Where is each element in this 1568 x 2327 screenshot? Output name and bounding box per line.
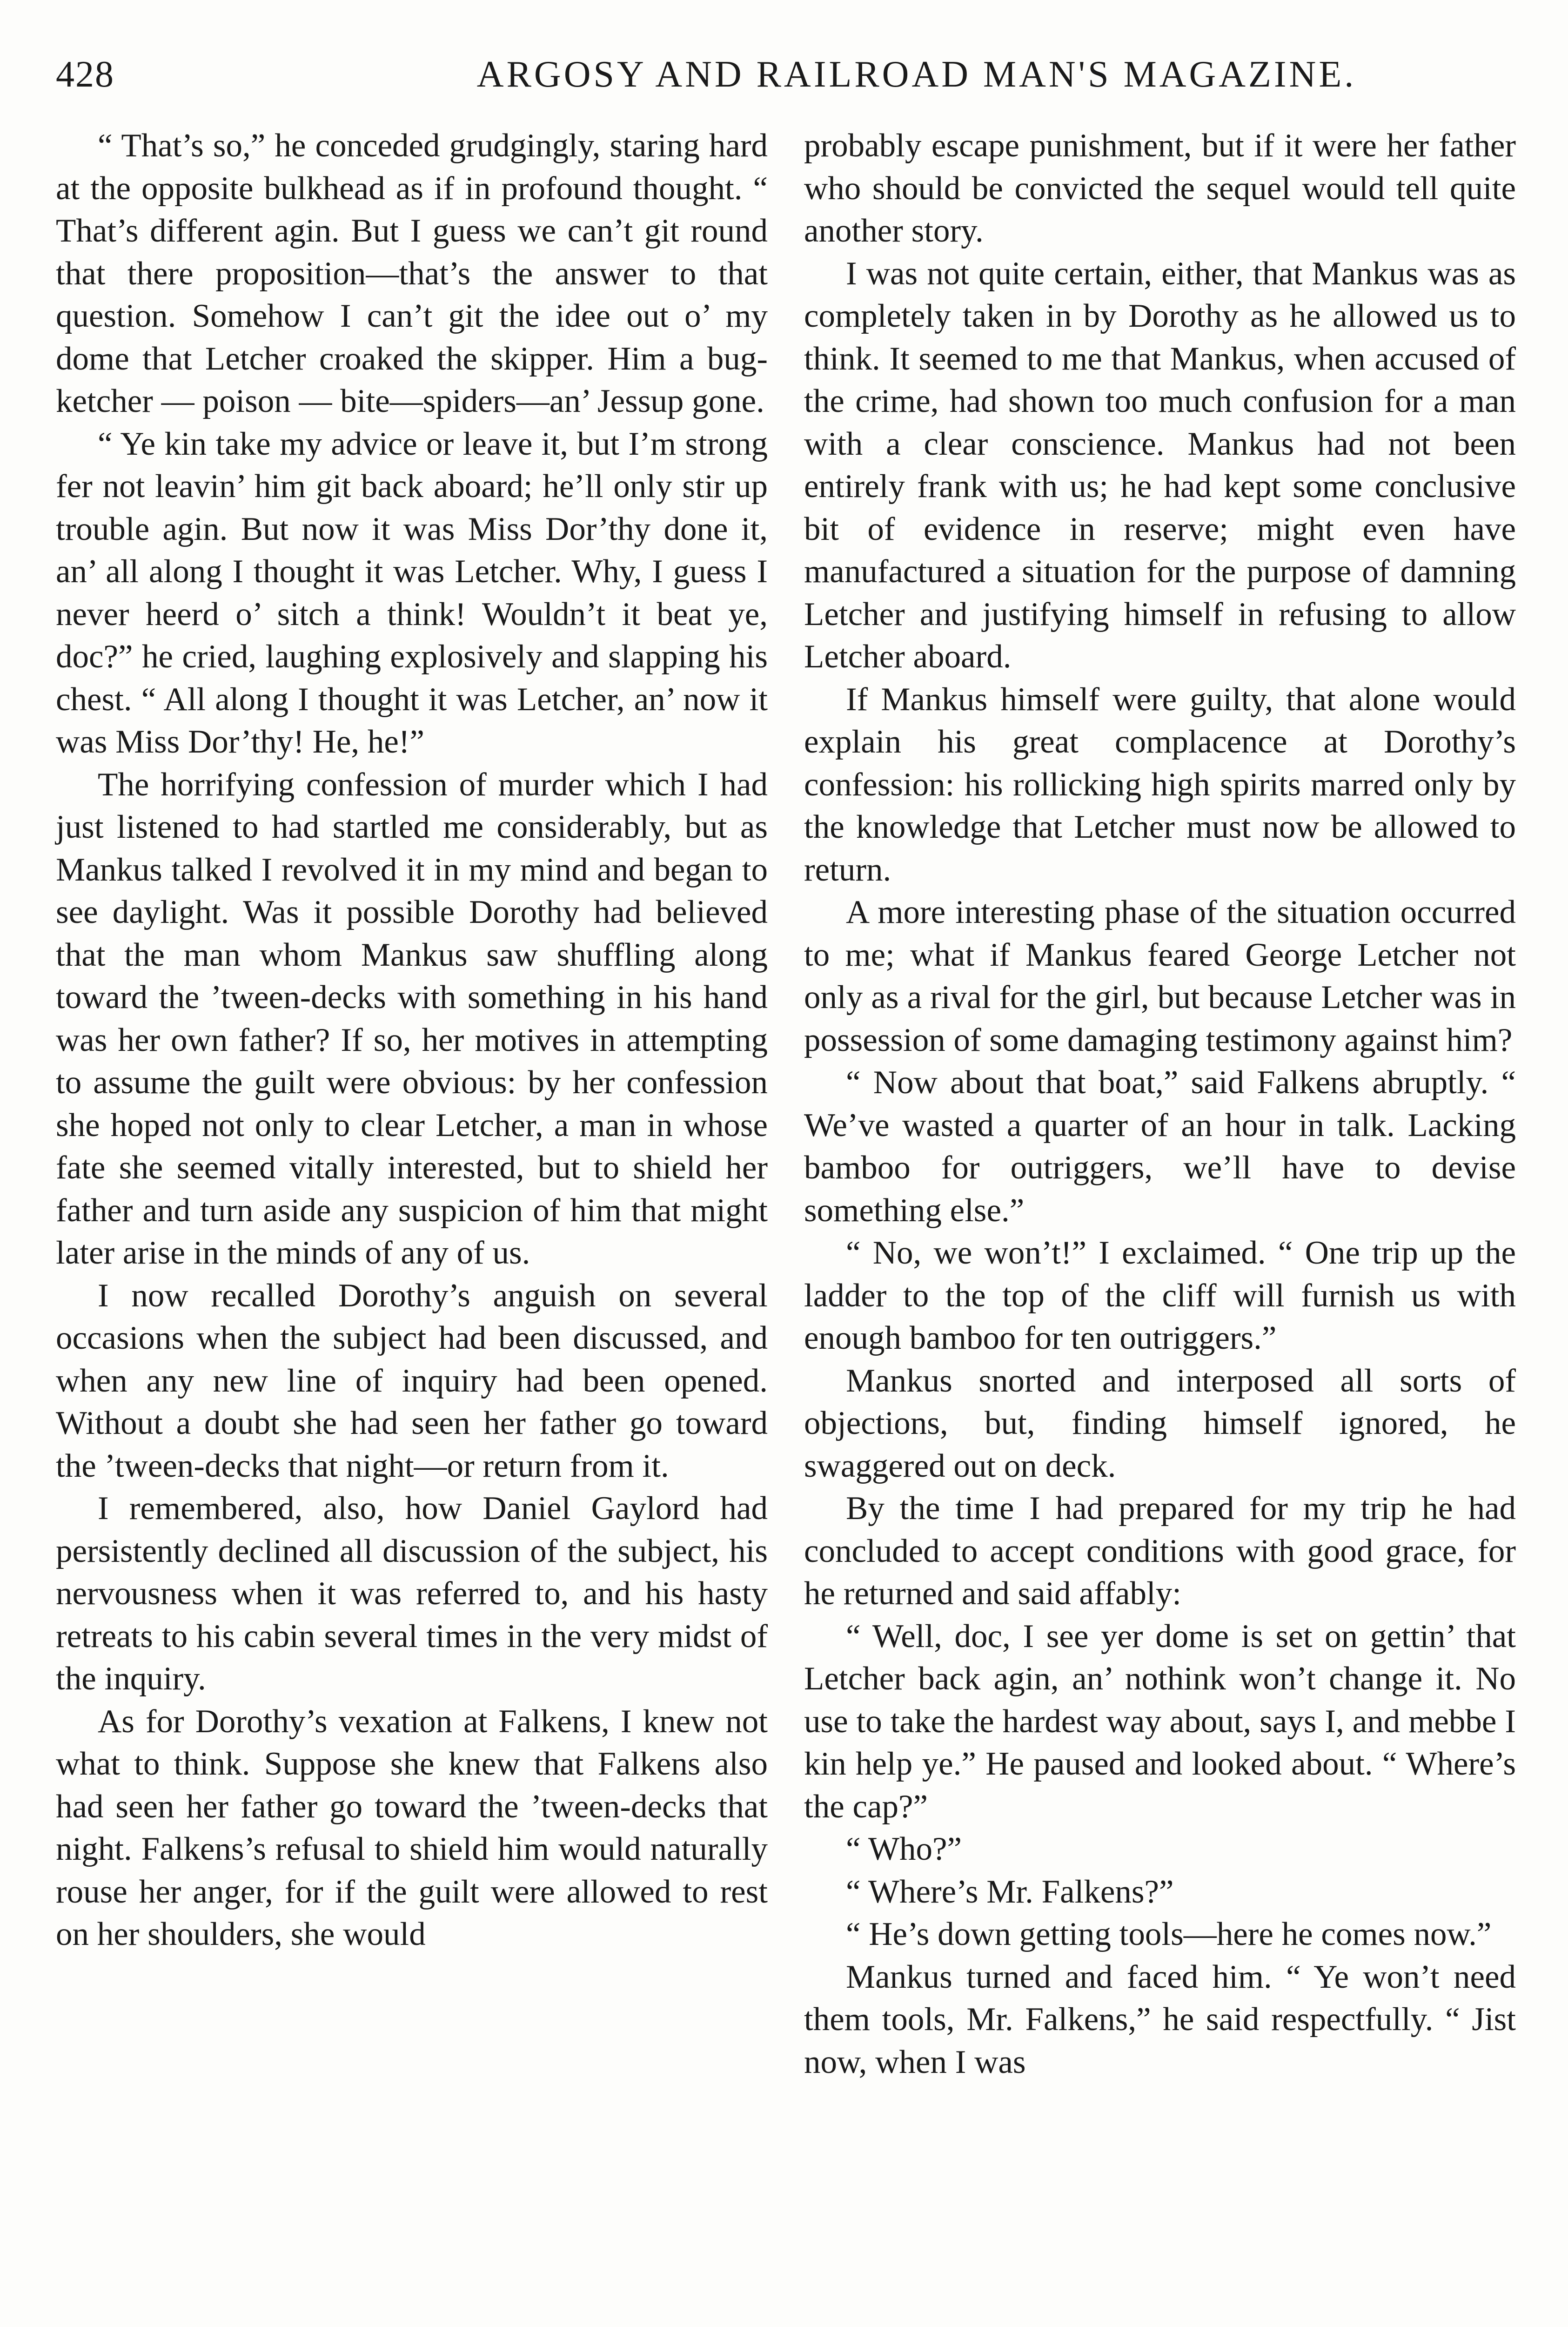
paragraph: The horrifying confession of murder which I had just listened to had startled me considerably, but as Mankus talked I revolved it in my mind and began to see daylight. Was it possible Dorothy had believed that the man whom Mankus saw shuffling along toward the ’tween-decks with something in his hand was her own father? If so, her motives in attempting to assume the guilt were obvious: by her confession she hoped not only to clear Letcher, a man in whose fate she seemed vitally interested, but to shield her father and turn aside any suspicion of him that might later arise in the minds of any of us. bbox=[56, 766, 768, 1271]
paragraph: As for Dorothy’s vexation at Falkens, I knew not what to think. Suppose she knew that Falkens also had seen her father go toward the ’tween-decks that night. Falkens’s refusal to shield him would naturally rouse her anger, for if the guilt were allowed to rest on her shoulders, she would bbox=[56, 1703, 768, 1952]
paragraph-continuation: probably escape punishment, but if it were her father who should be convicted the sequel would tell quite another story. bbox=[804, 128, 1516, 249]
right-column bbox=[804, 125, 1516, 2084]
paragraph: “ Who?” bbox=[846, 1831, 962, 1867]
paragraph: A more interesting phase of the situation occurred to me; what if Mankus feared George Letcher not only as a rival for the girl, but because Letcher was in possession of some damaging testimony against him? bbox=[804, 894, 1516, 1058]
paragraph: “ No, we won’t!” I exclaimed. “ One trip up the ladder to the top of the cliff will furnish us with enough bamboo for ten outriggers.” bbox=[804, 1235, 1516, 1356]
paragraph: “ He’s down getting tools—here he comes now.” bbox=[846, 1916, 1492, 1952]
paragraph: I now recalled Dorothy’s anguish on several occasions when the subject had been discussed, and when any new line of inquiry had been opened. Without a doubt she had seen her father go toward the ’tween-decks that night—or return from it. bbox=[56, 1277, 768, 1484]
paragraph: If Mankus himself were guilty, that alone would explain his great complacence at Dorothy’s confession: his rollicking high spirits marred only by the knowledge that Letcher must now be allowed to return. bbox=[804, 681, 1516, 888]
paragraph: By the time I had prepared for my trip he had concluded to accept conditions with good grace, for he returned and said affably: bbox=[804, 1490, 1516, 1612]
paragraph: Mankus snorted and interposed all sorts of objections, but, finding himself ignored, he swaggered out on deck. bbox=[804, 1362, 1516, 1484]
paragraph: I was not quite certain, either, that Mankus was as completely taken in by Dorothy as he allowed us to think. It seemed to me that Mankus, when accused of the crime, had shown too much confusion for a man with a clear conscience. Mankus had not been entirely frank with us; he had kept some conclusive bit of evidence in reserve; might even have manufactured a situation for the purpose of damning Letcher and justifying himself in refusing to allow Letcher aboard. bbox=[804, 255, 1516, 675]
left-column bbox=[56, 125, 768, 1956]
paragraph: I remembered, also, how Daniel Gaylord had persistently declined all discussion of the subject, his nervousness when it was referred to, and his hasty retreats to his cabin several times in the very midst of the inquiry. bbox=[56, 1490, 768, 1697]
paragraph: “ Well, doc, I see yer dome is set on gettin’ that Letcher back agin, an’ nothink won’t change it. No use to take the hardest way about, says I, and mebbe I kin help ye.” He paused and looked about. “ Where’s the cap?” bbox=[804, 1618, 1516, 1825]
paragraph: “ That’s so,” he conceded grudgingly, staring hard at the opposite bulkhead as if in profound thought. “ That’s different agin. But I guess we can’t git round that there proposition—that’s the answer to that question. Somehow I can’t git the idee out o’ my dome that Letcher croaked the skipper. Him a bug-ketcher — poison — bite—spiders—an’ Jessup gone. bbox=[56, 128, 768, 419]
paragraph: Mankus turned and faced him. “ Ye won’t need them tools, Mr. Falkens,” he said respectfully. “ Jist now, when I was bbox=[804, 1958, 1516, 2080]
paragraph: “ Now about that boat,” said Falkens abruptly. “ We’ve wasted a quarter of an hour in talk. Lacking bamboo for outriggers, we’ll have to devise something else.” bbox=[804, 1064, 1516, 1229]
running-title: ARGOSY AND RAILROAD MAN'S MAGAZINE. bbox=[476, 54, 1357, 95]
paragraph: “ Ye kin take my advice or leave it, but I’m strong fer not leavin’ him git back aboard; he’ll only stir up trouble agin. But now it was Miss Dor’thy done it, an’ all along I thought it was Letcher. Why, I guess I never heerd o’ sitch a think! Wouldn’t it beat ye, doc?” he cried, laughing explosively and slapping his chest. “ All along I thought it was Letcher, an’ now it was Miss Dor’thy! He, he!” bbox=[56, 425, 768, 760]
page-header bbox=[56, 47, 1517, 102]
page-number: 428 bbox=[56, 54, 114, 95]
paragraph: “ Where’s Mr. Falkens?” bbox=[846, 1873, 1174, 1910]
